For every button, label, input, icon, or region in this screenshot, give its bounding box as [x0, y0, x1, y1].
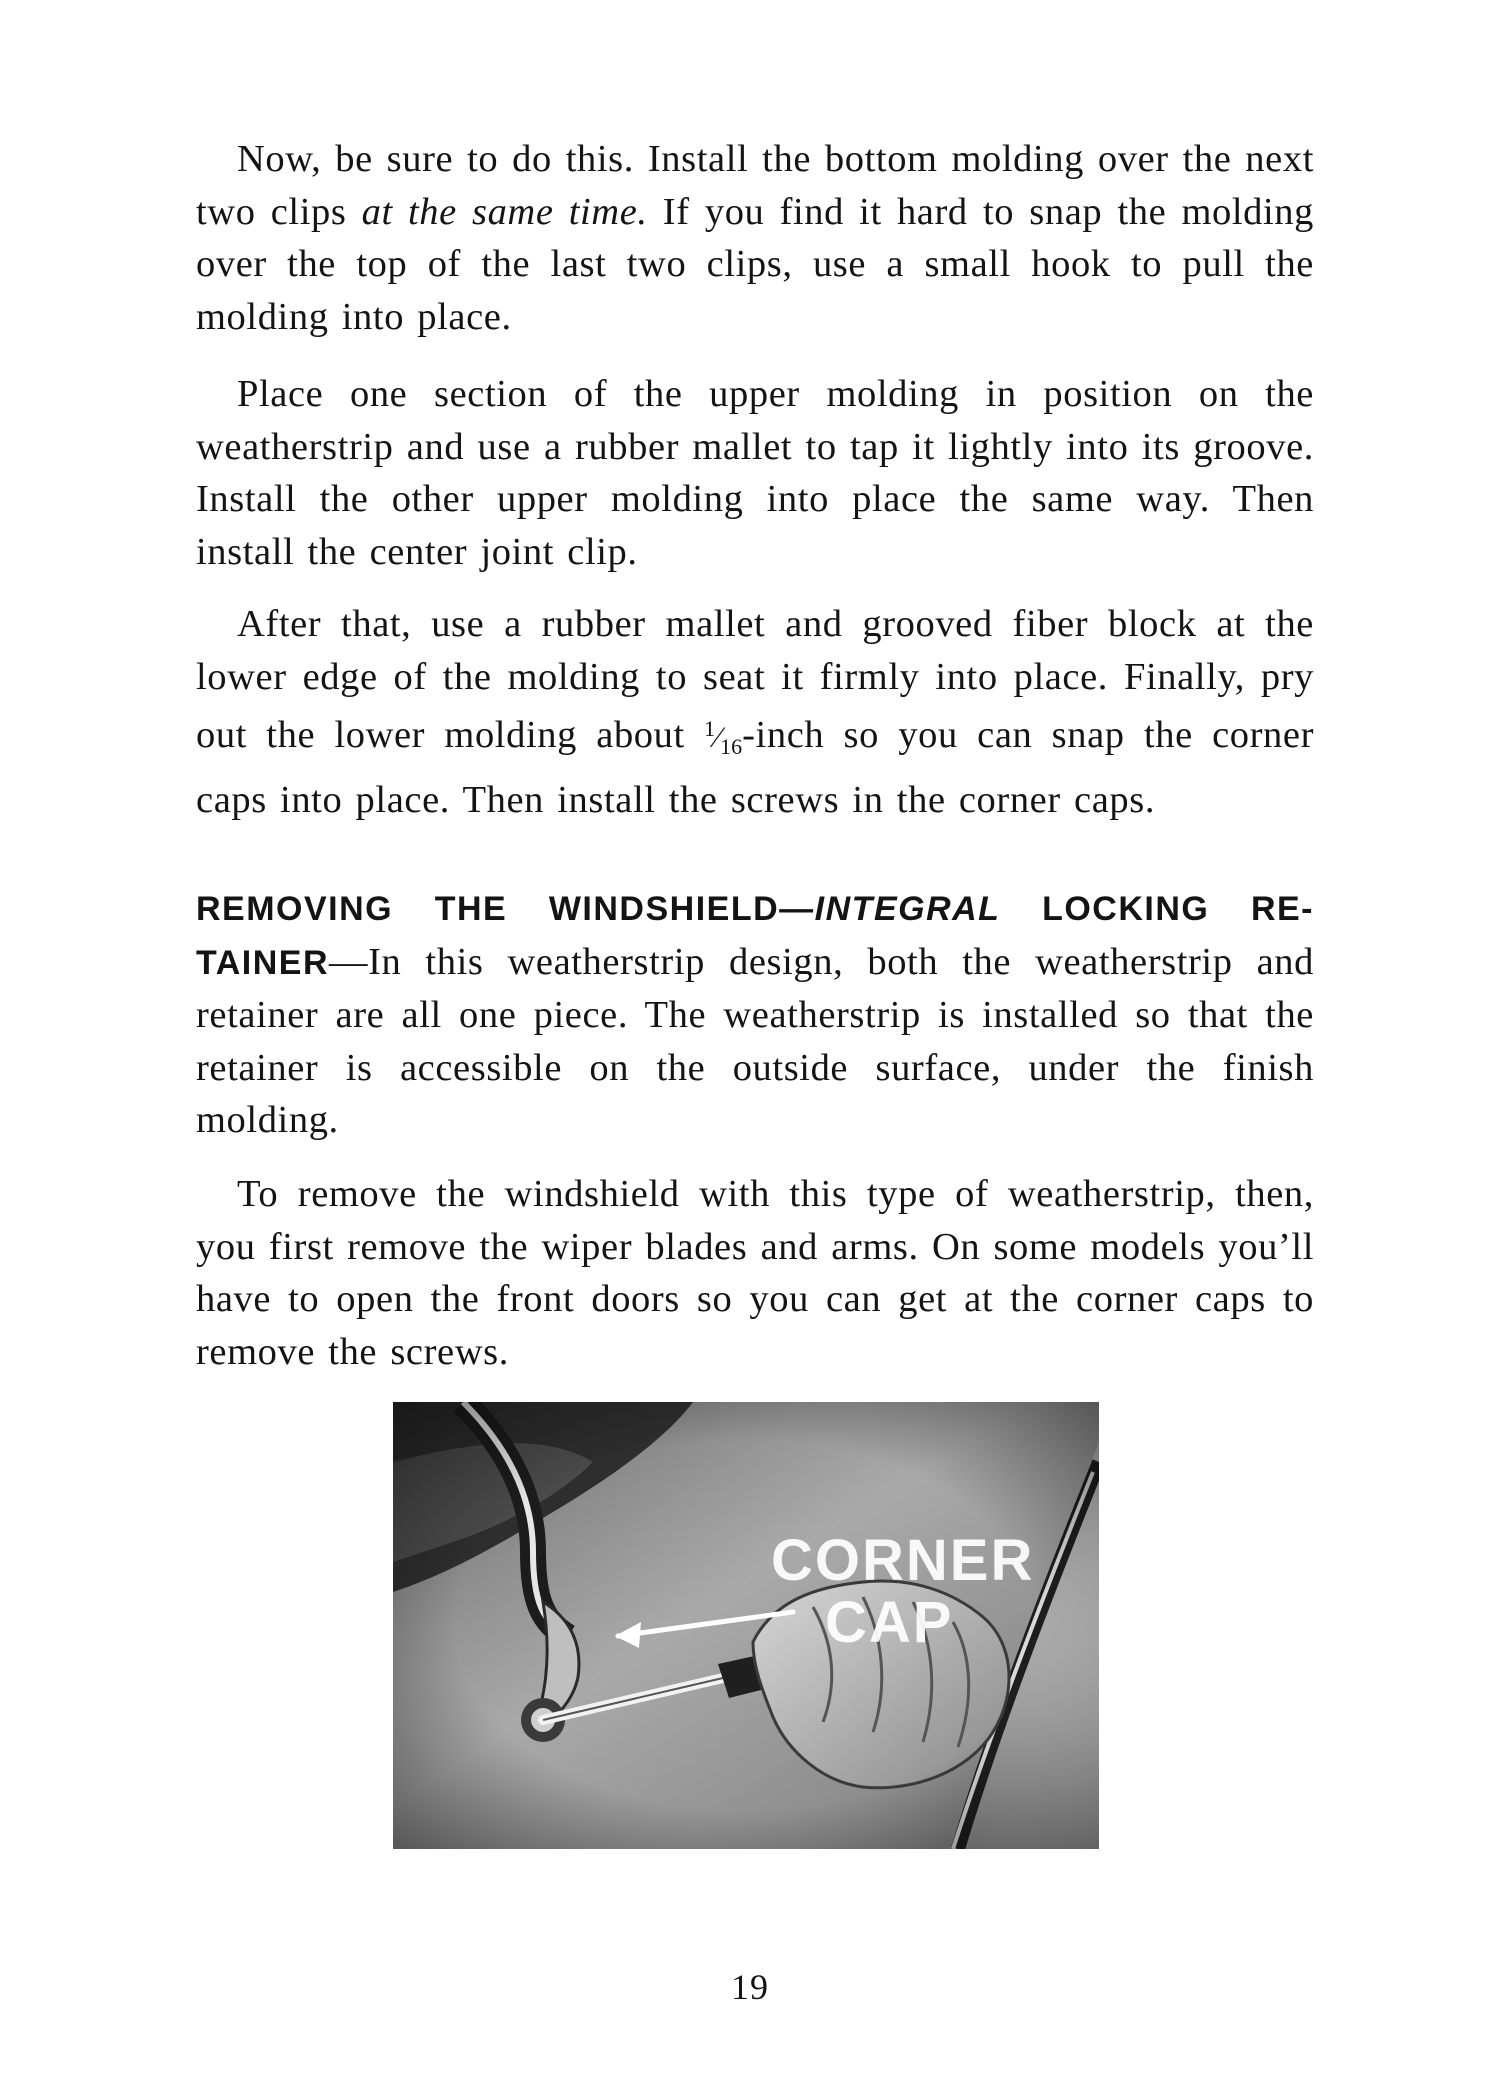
- emphasis-text: at the same time.: [361, 190, 648, 233]
- paragraph-text: -inch so you can snap the corner caps into place. Then install the screws in the corner caps.: [196, 714, 1314, 821]
- section-removing-windshield: [196, 882, 1314, 1147]
- paragraph-remove-windshield: To remove the windshield with this type of weatherstrip, then, you first remove the wiper blades and arms. On some models you’ll have to open the front doors so you can get at the corner caps to remove the screws.: [196, 1173, 1314, 1373]
- paragraph-molding-install: [196, 133, 1314, 343]
- section-heading: REMOVING THE WINDSHIELD—INTEGRAL LOCKING RE-TAINER: [196, 890, 1314, 982]
- paragraph-text: Now, be sure to do this. Install the bottom molding over the next two clips: [196, 138, 1314, 233]
- paragraph-upper-molding: Place one section of the upper molding in position on the weatherstrip and use a rubber mallet to tap it lightly into its groove. Install the other upper molding into place the same way. Then install the center joint clip.: [196, 373, 1314, 573]
- paragraph-text: After that, use a rubber mallet and grooved fiber block at the lower edge of the molding to seat it firmly into place. Finally, pry out the lower molding about: [196, 603, 1314, 756]
- paragraph-seat-molding: [196, 598, 1314, 826]
- figure-label-cap: CAP: [825, 1590, 954, 1655]
- fraction-sixteenth: $^1⁄_{16}$: [704, 716, 743, 759]
- paragraph-text: —In this weatherstrip design, both the weatherstrip and retainer are all one piece. The weatherstrip is installed so that the retainer is accessible on the outside surface, under the finish molding.: [196, 940, 1314, 1141]
- corner-cap-photo: [393, 1402, 1099, 1849]
- figure-label-corner: CORNER: [771, 1528, 1035, 1593]
- page-number: 19: [731, 1967, 769, 2007]
- paragraph-text: If you find it hard to snap the molding over the top of the last two clips, use a small hook to pull the molding into place.: [196, 190, 1315, 338]
